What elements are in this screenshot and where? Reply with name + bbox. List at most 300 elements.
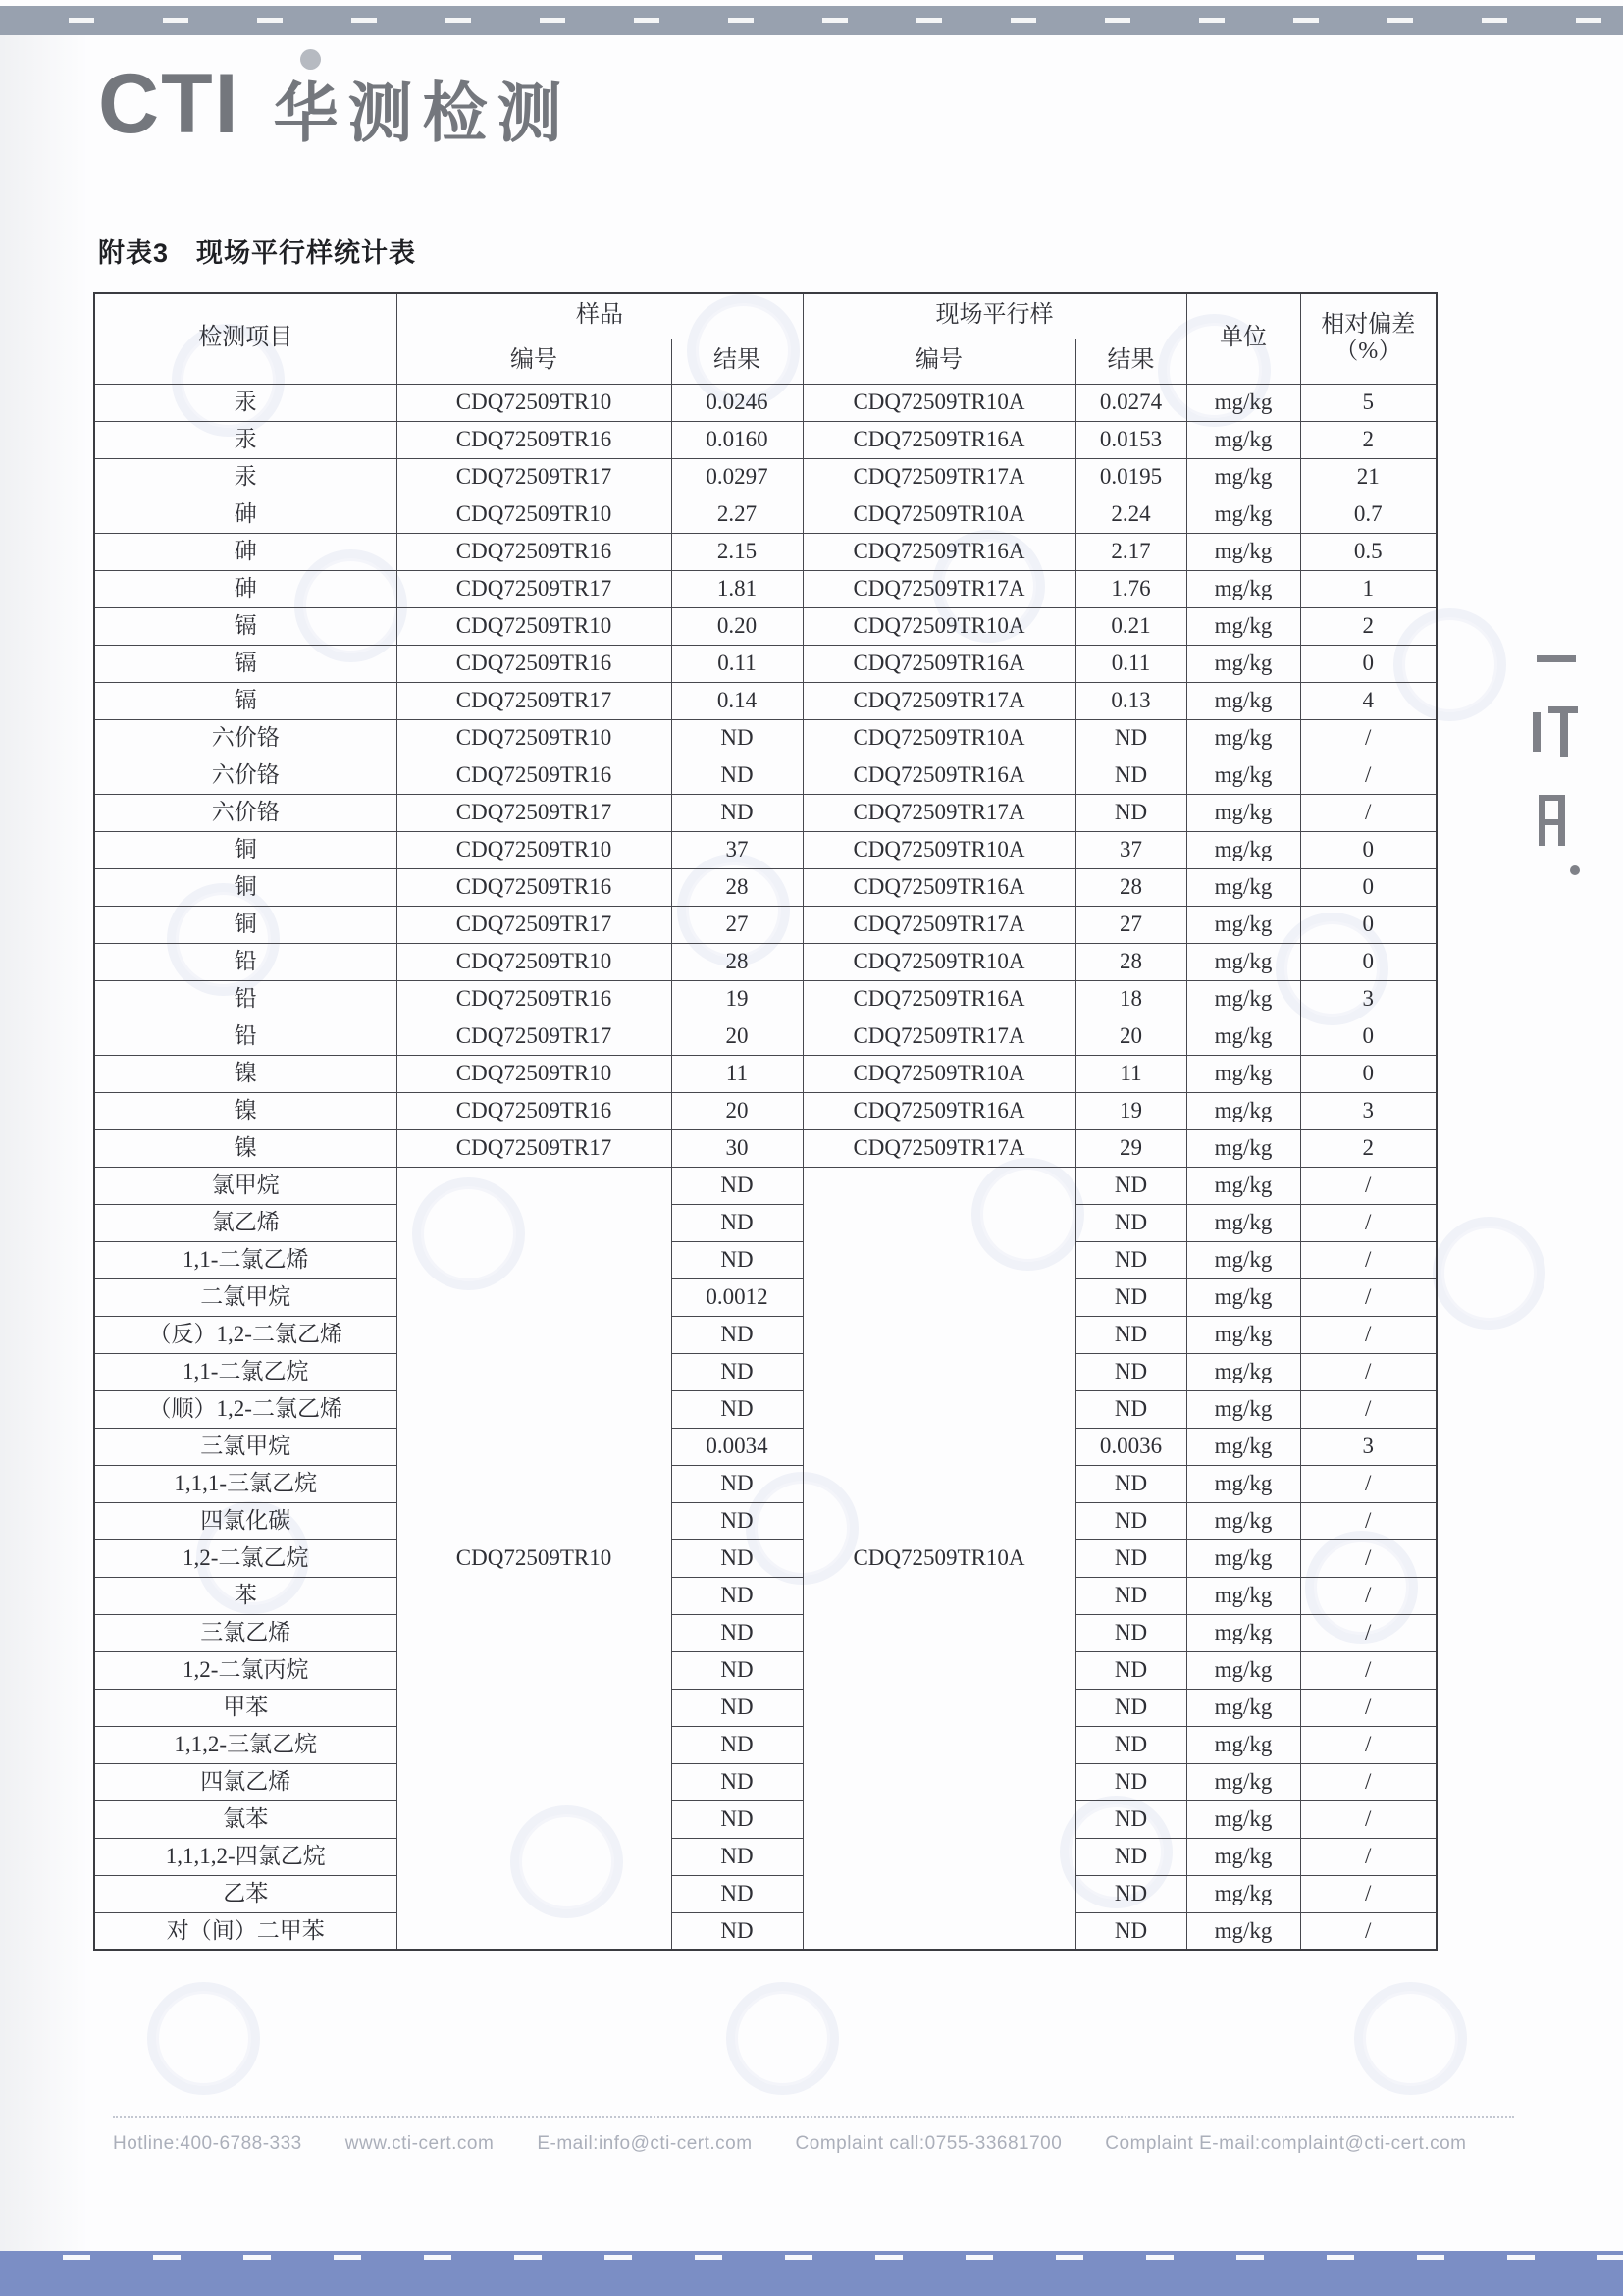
item-cell: 镍 [94, 1055, 396, 1092]
table-row [94, 980, 1437, 1018]
unit-cell: mg/kg [1186, 1502, 1300, 1539]
top-dash-line [0, 18, 1623, 23]
unit-cell: mg/kg [1186, 719, 1300, 757]
unit-cell: mg/kg [1186, 682, 1300, 719]
table-row [94, 1092, 1437, 1129]
sample-result-cell: ND [671, 1912, 803, 1950]
table-row [94, 496, 1437, 533]
sample-no-cell: CDQ72509TR16 [396, 533, 671, 570]
sample-result-cell: ND [671, 1241, 803, 1278]
sample-no-cell: CDQ72509TR16 [396, 868, 671, 906]
parallel-result-cell: 0.0274 [1075, 384, 1186, 421]
footer-divider [113, 2116, 1514, 2118]
deviation-cell: / [1300, 1763, 1437, 1800]
sample-result-cell: 0.0012 [671, 1278, 803, 1316]
unit-cell: mg/kg [1186, 1241, 1300, 1278]
deviation-cell: 0 [1300, 645, 1437, 682]
parallel-result-cell: 0.11 [1075, 645, 1186, 682]
item-cell: 铜 [94, 868, 396, 906]
unit-cell: mg/kg [1186, 1092, 1300, 1129]
deviation-cell: 0 [1300, 1055, 1437, 1092]
unit-cell: mg/kg [1186, 1204, 1300, 1241]
item-cell: 1,1-二氯乙烷 [94, 1353, 396, 1390]
parallel-no-cell: CDQ72509TR17A [803, 1018, 1075, 1055]
unit-cell: mg/kg [1186, 1726, 1300, 1763]
table-row [94, 906, 1437, 943]
deviation-cell: 0.5 [1300, 533, 1437, 570]
parallel-result-cell: 0.0036 [1075, 1428, 1186, 1465]
deviation-cell: / [1300, 1167, 1437, 1204]
sample-result-cell: 20 [671, 1018, 803, 1055]
parallel-result-cell: ND [1075, 1726, 1186, 1763]
deviation-cell: 21 [1300, 458, 1437, 496]
table-row [94, 1204, 1437, 1241]
sample-no-cell: CDQ72509TR16 [396, 421, 671, 458]
item-cell: 镉 [94, 682, 396, 719]
unit-cell: mg/kg [1186, 1278, 1300, 1316]
unit-cell: mg/kg [1186, 1763, 1300, 1800]
unit-cell: mg/kg [1186, 645, 1300, 682]
item-cell: 氯苯 [94, 1800, 396, 1838]
sample-no-cell: CDQ72509TR17 [396, 794, 671, 831]
item-cell: 1,1-二氯乙烯 [94, 1241, 396, 1278]
parallel-no-cell: CDQ72509TR16A [803, 533, 1075, 570]
item-cell: 铅 [94, 1018, 396, 1055]
parallel-result-cell: ND [1075, 1875, 1186, 1912]
table-row [94, 1129, 1437, 1167]
parallel-result-cell: 2.17 [1075, 533, 1186, 570]
item-cell: 镍 [94, 1092, 396, 1129]
unit-cell: mg/kg [1186, 1838, 1300, 1875]
unit-cell: mg/kg [1186, 1129, 1300, 1167]
parallel-result-cell: 1.76 [1075, 570, 1186, 607]
parallel-no-cell: CDQ72509TR16A [803, 645, 1075, 682]
deviation-cell: 0 [1300, 831, 1437, 868]
deviation-cell: 3 [1300, 1428, 1437, 1465]
ink-bleed-marks [1531, 648, 1590, 883]
deviation-cell: / [1300, 1316, 1437, 1353]
deviation-cell: / [1300, 1241, 1437, 1278]
unit-cell: mg/kg [1186, 458, 1300, 496]
unit-cell: mg/kg [1186, 570, 1300, 607]
sample-result-cell: ND [671, 1651, 803, 1689]
deviation-cell: 0 [1300, 868, 1437, 906]
parallel-result-cell: 19 [1075, 1092, 1186, 1129]
deviation-cell: / [1300, 1465, 1437, 1502]
unit-cell: mg/kg [1186, 1055, 1300, 1092]
table-row [94, 757, 1437, 794]
deviation-cell: 3 [1300, 1092, 1437, 1129]
parallel-result-cell: ND [1075, 1204, 1186, 1241]
item-cell: 铜 [94, 831, 396, 868]
sample-result-cell: 37 [671, 831, 803, 868]
sample-result-cell: ND [671, 1800, 803, 1838]
parallel-no-cell: CDQ72509TR10A [803, 719, 1075, 757]
deviation-cell: / [1300, 1204, 1437, 1241]
item-cell: 四氯化碳 [94, 1502, 396, 1539]
unit-cell: mg/kg [1186, 1577, 1300, 1614]
sample-result-cell: 0.0246 [671, 384, 803, 421]
parallel-result-cell: ND [1075, 1241, 1186, 1278]
parallel-no-cell: CDQ72509TR10A [803, 1055, 1075, 1092]
unit-cell: mg/kg [1186, 794, 1300, 831]
item-cell: 乙苯 [94, 1875, 396, 1912]
unit-cell: mg/kg [1186, 607, 1300, 645]
parallel-result-cell: 0.13 [1075, 682, 1186, 719]
parallel-result-cell: 11 [1075, 1055, 1186, 1092]
item-cell: 三氯甲烷 [94, 1428, 396, 1465]
item-cell: 镍 [94, 1129, 396, 1167]
parallel-result-cell: ND [1075, 1502, 1186, 1539]
parallel-result-cell: ND [1075, 1390, 1186, 1428]
item-cell: 铜 [94, 906, 396, 943]
item-cell: 六价铬 [94, 719, 396, 757]
table-row [94, 1912, 1437, 1950]
table-row [94, 384, 1437, 421]
sample-no-cell: CDQ72509TR17 [396, 1129, 671, 1167]
unit-cell: mg/kg [1186, 868, 1300, 906]
unit-cell: mg/kg [1186, 384, 1300, 421]
item-cell: 苯 [94, 1577, 396, 1614]
parallel-result-cell: ND [1075, 719, 1186, 757]
item-cell: 甲苯 [94, 1689, 396, 1726]
unit-cell: mg/kg [1186, 1018, 1300, 1055]
table-row [94, 831, 1437, 868]
sample-result-cell: ND [671, 1316, 803, 1353]
parallel-no-cell: CDQ72509TR17A [803, 570, 1075, 607]
header-parallel-group: 现场平行样 [803, 293, 1186, 339]
table-row [94, 1390, 1437, 1428]
sample-no-cell: CDQ72509TR16 [396, 645, 671, 682]
sample-result-cell: 0.11 [671, 645, 803, 682]
sample-result-cell: 28 [671, 868, 803, 906]
sample-result-cell: ND [671, 1204, 803, 1241]
table-row [94, 1055, 1437, 1092]
sample-result-cell: 2.15 [671, 533, 803, 570]
sample-result-cell: ND [671, 1167, 803, 1204]
header-unit: 单位 [1186, 293, 1300, 384]
deviation-cell: 3 [1300, 980, 1437, 1018]
deviation-cell: 0.7 [1300, 496, 1437, 533]
sample-result-cell: 19 [671, 980, 803, 1018]
item-cell: 1,1,2-三氯乙烷 [94, 1726, 396, 1763]
deviation-cell: / [1300, 1689, 1437, 1726]
parallel-no-cell: CDQ72509TR10A [803, 943, 1075, 980]
header-parallel-result: 结果 [1075, 339, 1186, 384]
unit-cell: mg/kg [1186, 1167, 1300, 1204]
parallel-no-cell: CDQ72509TR10A [803, 1167, 1075, 1950]
sample-result-cell: ND [671, 719, 803, 757]
left-scan-shade [0, 35, 88, 2251]
sample-result-cell: ND [671, 1465, 803, 1502]
cti-logo-text: CTI [98, 57, 240, 151]
bottom-scan-band [0, 2251, 1623, 2296]
header-parallel-no: 编号 [803, 339, 1075, 384]
item-cell: 六价铬 [94, 794, 396, 831]
table-row [94, 1241, 1437, 1278]
sample-no-cell: CDQ72509TR10 [396, 607, 671, 645]
item-cell: 铅 [94, 980, 396, 1018]
deviation-cell: / [1300, 1651, 1437, 1689]
item-cell: 汞 [94, 421, 396, 458]
table-row [94, 719, 1437, 757]
header-item: 检测项目 [94, 293, 396, 384]
item-cell: 六价铬 [94, 757, 396, 794]
table-row [94, 458, 1437, 496]
parallel-result-cell: ND [1075, 1278, 1186, 1316]
deviation-cell: / [1300, 1353, 1437, 1390]
unit-cell: mg/kg [1186, 980, 1300, 1018]
sample-no-cell: CDQ72509TR10 [396, 1167, 671, 1950]
deviation-cell: / [1300, 1875, 1437, 1912]
deviation-cell: / [1300, 1614, 1437, 1651]
deviation-cell: 4 [1300, 682, 1437, 719]
deviation-cell: / [1300, 1278, 1437, 1316]
sample-result-cell: ND [671, 1502, 803, 1539]
item-cell: 三氯乙烯 [94, 1614, 396, 1651]
parallel-result-cell: 0.0195 [1075, 458, 1186, 496]
unit-cell: mg/kg [1186, 906, 1300, 943]
parallel-result-cell: ND [1075, 1167, 1186, 1204]
table-row [94, 1428, 1437, 1465]
sample-no-cell: CDQ72509TR10 [396, 1055, 671, 1092]
item-cell: 砷 [94, 496, 396, 533]
sample-result-cell: ND [671, 1577, 803, 1614]
item-cell: 四氯乙烯 [94, 1763, 396, 1800]
unit-cell: mg/kg [1186, 943, 1300, 980]
sample-no-cell: CDQ72509TR10 [396, 719, 671, 757]
table-row [94, 1316, 1437, 1353]
sample-no-cell: CDQ72509TR17 [396, 682, 671, 719]
sample-result-cell: 30 [671, 1129, 803, 1167]
top-scan-band [0, 6, 1623, 35]
item-cell: 汞 [94, 384, 396, 421]
parallel-no-cell: CDQ72509TR16A [803, 1092, 1075, 1129]
sample-no-cell: CDQ72509TR10 [396, 384, 671, 421]
item-cell: 1,1,1,2-四氯乙烷 [94, 1838, 396, 1875]
sample-no-cell: CDQ72509TR10 [396, 496, 671, 533]
table-row [94, 1465, 1437, 1502]
unit-cell: mg/kg [1186, 1614, 1300, 1651]
table-row [94, 607, 1437, 645]
sample-result-cell: 2.27 [671, 496, 803, 533]
unit-cell: mg/kg [1186, 1912, 1300, 1950]
deviation-cell: / [1300, 1726, 1437, 1763]
deviation-cell: / [1300, 1912, 1437, 1950]
deviation-cell: / [1300, 794, 1437, 831]
sample-no-cell: CDQ72509TR10 [396, 831, 671, 868]
table-row [94, 421, 1437, 458]
table-row [94, 1539, 1437, 1577]
unit-cell: mg/kg [1186, 533, 1300, 570]
unit-cell: mg/kg [1186, 1353, 1300, 1390]
sample-result-cell: ND [671, 1689, 803, 1726]
table-row [94, 645, 1437, 682]
header-deviation [1300, 293, 1437, 384]
table-row [94, 1800, 1437, 1838]
deviation-cell: / [1300, 1838, 1437, 1875]
item-cell: 汞 [94, 458, 396, 496]
table-header [94, 293, 1437, 384]
table-row [94, 1278, 1437, 1316]
table-row [94, 1838, 1437, 1875]
cti-logo-chinese: 华测检测 [273, 76, 572, 149]
footer-contacts [113, 2133, 1565, 2155]
parallel-result-cell: ND [1075, 1316, 1186, 1353]
sample-result-cell: 0.0034 [671, 1428, 803, 1465]
parallel-no-cell: CDQ72509TR16A [803, 757, 1075, 794]
parallel-no-cell: CDQ72509TR10A [803, 831, 1075, 868]
deviation-cell: / [1300, 757, 1437, 794]
parallel-result-cell: ND [1075, 757, 1186, 794]
parallel-result-cell: 37 [1075, 831, 1186, 868]
parallel-result-cell: 28 [1075, 868, 1186, 906]
header-sample-no: 编号 [396, 339, 671, 384]
parallel-result-cell: 20 [1075, 1018, 1186, 1055]
parallel-no-cell: CDQ72509TR17A [803, 906, 1075, 943]
item-cell: 1,2-二氯丙烷 [94, 1651, 396, 1689]
sample-no-cell: CDQ72509TR16 [396, 1092, 671, 1129]
item-cell: 氯甲烷 [94, 1167, 396, 1204]
parallel-no-cell: CDQ72509TR16A [803, 868, 1075, 906]
table-row [94, 1689, 1437, 1726]
deviation-cell: 2 [1300, 607, 1437, 645]
bottom-dash-line [0, 2255, 1623, 2260]
sample-result-cell: 28 [671, 943, 803, 980]
table-row [94, 1875, 1437, 1912]
sample-result-cell: 11 [671, 1055, 803, 1092]
sample-result-cell: 0.14 [671, 682, 803, 719]
item-cell: 1,1,1-三氯乙烷 [94, 1465, 396, 1502]
parallel-result-cell: ND [1075, 1912, 1186, 1950]
sample-result-cell: ND [671, 1539, 803, 1577]
table-row [94, 868, 1437, 906]
parallel-no-cell: CDQ72509TR16A [803, 421, 1075, 458]
sample-result-cell: ND [671, 1763, 803, 1800]
item-cell: （顺）1,2-二氯乙烯 [94, 1390, 396, 1428]
footer-hotline: Hotline:400-6788-333 [113, 2133, 302, 2154]
parallel-result-cell: ND [1075, 1539, 1186, 1577]
item-cell: 砷 [94, 570, 396, 607]
table-body [94, 384, 1437, 1950]
unit-cell: mg/kg [1186, 757, 1300, 794]
table-row [94, 1651, 1437, 1689]
unit-cell: mg/kg [1186, 1465, 1300, 1502]
sample-result-cell: 0.0297 [671, 458, 803, 496]
item-cell: 砷 [94, 533, 396, 570]
deviation-cell: / [1300, 1539, 1437, 1577]
sample-no-cell: CDQ72509TR10 [396, 943, 671, 980]
unit-cell: mg/kg [1186, 1689, 1300, 1726]
unit-cell: mg/kg [1186, 1539, 1300, 1577]
parallel-result-cell: ND [1075, 1614, 1186, 1651]
deviation-cell: 5 [1300, 384, 1437, 421]
footer-website: www.cti-cert.com [344, 2133, 495, 2154]
page-title: 附表3 现场平行样统计表 [98, 238, 417, 268]
table-row [94, 1502, 1437, 1539]
watermark-seal [1433, 1217, 1545, 1330]
parallel-result-cell: 0.0153 [1075, 421, 1186, 458]
item-cell: 镉 [94, 607, 396, 645]
table-row [94, 1353, 1437, 1390]
unit-cell: mg/kg [1186, 1800, 1300, 1838]
parallel-no-cell: CDQ72509TR17A [803, 682, 1075, 719]
sample-result-cell: 20 [671, 1092, 803, 1129]
table-row [94, 943, 1437, 980]
sample-result-cell: ND [671, 794, 803, 831]
footer-email: E-mail:info@cti-cert.com [537, 2133, 753, 2154]
parallel-no-cell: CDQ72509TR17A [803, 794, 1075, 831]
sample-result-cell: 27 [671, 906, 803, 943]
item-cell: 二氯甲烷 [94, 1278, 396, 1316]
parallel-no-cell: CDQ72509TR10A [803, 496, 1075, 533]
parallel-result-cell: ND [1075, 1800, 1186, 1838]
item-cell: 1,2-二氯乙烷 [94, 1539, 396, 1577]
watermark-seal [147, 1982, 260, 2095]
cti-logo-dot-icon [300, 49, 321, 70]
sample-result-cell: ND [671, 1614, 803, 1651]
header-sample-result: 结果 [671, 339, 803, 384]
parallel-sample-table [93, 292, 1438, 1951]
deviation-cell: 0 [1300, 906, 1437, 943]
parallel-result-cell: ND [1075, 1689, 1186, 1726]
parallel-result-cell: ND [1075, 1838, 1186, 1875]
table-row [94, 1726, 1437, 1763]
header-deviation-line2: （%） [1335, 339, 1402, 365]
deviation-cell: / [1300, 1577, 1437, 1614]
table-row [94, 682, 1437, 719]
parallel-result-cell: ND [1075, 1577, 1186, 1614]
table-row [94, 1018, 1437, 1055]
table-row [94, 1167, 1437, 1204]
watermark-seal [726, 1982, 839, 2095]
sample-no-cell: CDQ72509TR17 [396, 458, 671, 496]
sample-no-cell: CDQ72509TR16 [396, 980, 671, 1018]
parallel-no-cell: CDQ72509TR10A [803, 384, 1075, 421]
parallel-result-cell: 18 [1075, 980, 1186, 1018]
table-row [94, 1577, 1437, 1614]
deviation-cell: 2 [1300, 1129, 1437, 1167]
footer-complaint-email: Complaint E-mail:complaint@cti-cert.com [1105, 2133, 1467, 2154]
unit-cell: mg/kg [1186, 1875, 1300, 1912]
sample-no-cell: CDQ72509TR17 [396, 906, 671, 943]
deviation-cell: / [1300, 1390, 1437, 1428]
parallel-result-cell: 29 [1075, 1129, 1186, 1167]
parallel-result-cell: ND [1075, 1763, 1186, 1800]
parallel-result-cell: ND [1075, 1465, 1186, 1502]
table-row [94, 1614, 1437, 1651]
sample-result-cell: ND [671, 757, 803, 794]
deviation-cell: 0 [1300, 943, 1437, 980]
deviation-cell: / [1300, 719, 1437, 757]
sample-no-cell: CDQ72509TR16 [396, 757, 671, 794]
watermark-seal [1354, 1982, 1467, 2095]
deviation-cell: 0 [1300, 1018, 1437, 1055]
header-sample-group: 样品 [396, 293, 803, 339]
item-cell: 氯乙烯 [94, 1204, 396, 1241]
sample-result-cell: 0.20 [671, 607, 803, 645]
deviation-cell: / [1300, 1502, 1437, 1539]
unit-cell: mg/kg [1186, 421, 1300, 458]
deviation-cell: / [1300, 1800, 1437, 1838]
unit-cell: mg/kg [1186, 1316, 1300, 1353]
deviation-cell: 2 [1300, 421, 1437, 458]
item-cell: 铅 [94, 943, 396, 980]
unit-cell: mg/kg [1186, 831, 1300, 868]
unit-cell: mg/kg [1186, 1651, 1300, 1689]
parallel-result-cell: ND [1075, 1353, 1186, 1390]
parallel-no-cell: CDQ72509TR16A [803, 980, 1075, 1018]
